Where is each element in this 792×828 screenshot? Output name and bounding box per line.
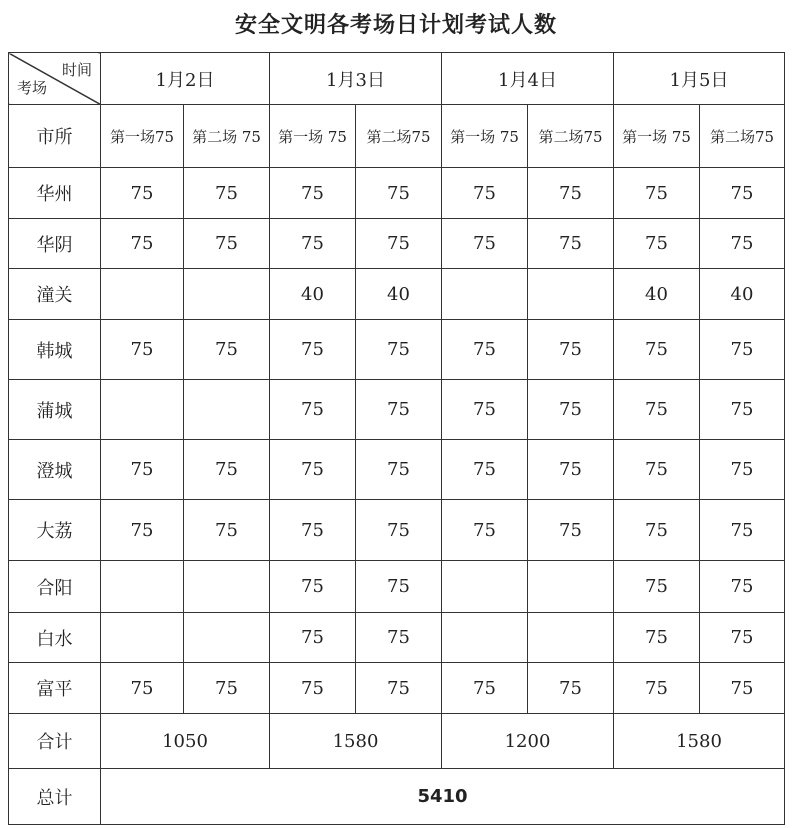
count-cell (101, 269, 184, 320)
count-cell (528, 561, 614, 613)
count-cell: 40 (700, 269, 785, 320)
venue-name: 华州 (9, 168, 101, 219)
count-cell: 40 (614, 269, 700, 320)
count-cell (528, 613, 614, 663)
venue-name: 潼关 (9, 269, 101, 320)
count-cell: 75 (270, 613, 356, 663)
count-cell: 75 (528, 500, 614, 561)
session-header-row (9, 105, 785, 168)
count-cell (184, 561, 270, 613)
count-cell: 40 (270, 269, 356, 320)
count-cell: 75 (700, 663, 785, 714)
count-cell: 75 (442, 168, 528, 219)
count-cell: 75 (356, 663, 442, 714)
count-cell: 75 (700, 320, 785, 380)
count-cell (442, 561, 528, 613)
subtotal-value: 1580 (270, 714, 442, 769)
corner-label-time: 时间 (61, 61, 92, 79)
corner-diagonal-cell (9, 53, 101, 105)
date-header: 1月2日 (101, 53, 270, 105)
count-cell (184, 380, 270, 440)
count-cell: 75 (700, 561, 785, 613)
count-cell: 75 (184, 663, 270, 714)
date-header-row (9, 53, 785, 105)
count-cell: 75 (614, 440, 700, 500)
venue-name: 韩城 (9, 320, 101, 380)
count-cell: 75 (614, 219, 700, 269)
count-cell: 75 (270, 500, 356, 561)
count-cell: 75 (270, 380, 356, 440)
count-cell (442, 613, 528, 663)
count-cell: 75 (528, 663, 614, 714)
subtotal-value: 1200 (442, 714, 614, 769)
count-cell: 75 (442, 380, 528, 440)
session-header: 第一场75 (101, 105, 184, 168)
count-cell: 75 (101, 168, 184, 219)
venue-name: 白水 (9, 613, 101, 663)
count-cell: 75 (614, 613, 700, 663)
count-cell: 75 (184, 500, 270, 561)
count-cell: 75 (270, 561, 356, 613)
venue-row (9, 320, 785, 380)
count-cell: 75 (356, 613, 442, 663)
exam-schedule-table (8, 52, 785, 825)
count-cell: 75 (700, 613, 785, 663)
count-cell: 75 (614, 561, 700, 613)
count-cell: 75 (184, 440, 270, 500)
session-header: 第二场75 (356, 105, 442, 168)
grand-total-row (9, 769, 785, 825)
count-cell: 75 (442, 219, 528, 269)
count-cell: 75 (442, 663, 528, 714)
count-cell: 75 (442, 500, 528, 561)
date-header: 1月4日 (442, 53, 614, 105)
subtotal-row (9, 714, 785, 769)
count-cell: 75 (528, 320, 614, 380)
count-cell: 75 (184, 219, 270, 269)
count-cell: 75 (442, 440, 528, 500)
venue-name: 蒲城 (9, 380, 101, 440)
venue-row (9, 219, 785, 269)
count-cell: 40 (356, 269, 442, 320)
venue-row (9, 440, 785, 500)
session-header: 第一场 75 (442, 105, 528, 168)
count-cell (184, 613, 270, 663)
count-cell: 75 (356, 380, 442, 440)
count-cell: 75 (356, 320, 442, 380)
count-cell: 75 (270, 663, 356, 714)
corner-label-venue: 考场 (17, 79, 48, 97)
count-cell (528, 269, 614, 320)
count-cell: 75 (700, 380, 785, 440)
count-cell: 75 (270, 440, 356, 500)
venue-row (9, 561, 785, 613)
venue-name: 澄城 (9, 440, 101, 500)
venue-row (9, 500, 785, 561)
count-cell: 75 (528, 219, 614, 269)
count-cell: 75 (528, 440, 614, 500)
count-cell: 75 (528, 168, 614, 219)
count-cell (101, 380, 184, 440)
session-header: 第二场 75 (184, 105, 270, 168)
session-header-label: 市所 (9, 105, 101, 168)
count-cell: 75 (101, 663, 184, 714)
count-cell: 75 (101, 219, 184, 269)
count-cell: 75 (356, 168, 442, 219)
venue-row (9, 663, 785, 714)
count-cell: 75 (614, 663, 700, 714)
count-cell: 75 (614, 500, 700, 561)
session-header: 第二场75 (528, 105, 614, 168)
venue-name: 华阴 (9, 219, 101, 269)
count-cell: 75 (270, 168, 356, 219)
count-cell: 75 (101, 320, 184, 380)
venue-row (9, 380, 785, 440)
count-cell: 75 (184, 320, 270, 380)
count-cell: 75 (700, 219, 785, 269)
session-header: 第一场 75 (270, 105, 356, 168)
count-cell: 75 (700, 440, 785, 500)
count-cell (184, 269, 270, 320)
count-cell: 75 (101, 500, 184, 561)
date-header: 1月3日 (270, 53, 442, 105)
session-header: 第一场 75 (614, 105, 700, 168)
venue-row (9, 168, 785, 219)
count-cell: 75 (700, 168, 785, 219)
count-cell: 75 (101, 440, 184, 500)
count-cell: 75 (356, 440, 442, 500)
subtotal-value: 1580 (614, 714, 785, 769)
session-header: 第二场75 (700, 105, 785, 168)
venue-row (9, 613, 785, 663)
venue-row (9, 269, 785, 320)
count-cell (442, 269, 528, 320)
count-cell: 75 (356, 219, 442, 269)
count-cell (101, 561, 184, 613)
venue-name: 合阳 (9, 561, 101, 613)
count-cell (101, 613, 184, 663)
subtotal-label: 合计 (9, 714, 101, 769)
count-cell: 75 (614, 320, 700, 380)
count-cell: 75 (356, 561, 442, 613)
date-header: 1月5日 (614, 53, 785, 105)
count-cell: 75 (356, 500, 442, 561)
venue-name: 大荔 (9, 500, 101, 561)
subtotal-value: 1050 (101, 714, 270, 769)
count-cell: 75 (528, 380, 614, 440)
count-cell: 75 (184, 168, 270, 219)
grand-total-value: 5410 (101, 769, 785, 825)
venue-name: 富平 (9, 663, 101, 714)
count-cell: 75 (614, 380, 700, 440)
count-cell: 75 (442, 320, 528, 380)
count-cell: 75 (270, 320, 356, 380)
count-cell: 75 (614, 168, 700, 219)
count-cell: 75 (270, 219, 356, 269)
count-cell: 75 (700, 500, 785, 561)
page-title: 安全文明各考场日计划考试人数 (234, 13, 557, 38)
grand-total-label: 总计 (9, 769, 101, 825)
